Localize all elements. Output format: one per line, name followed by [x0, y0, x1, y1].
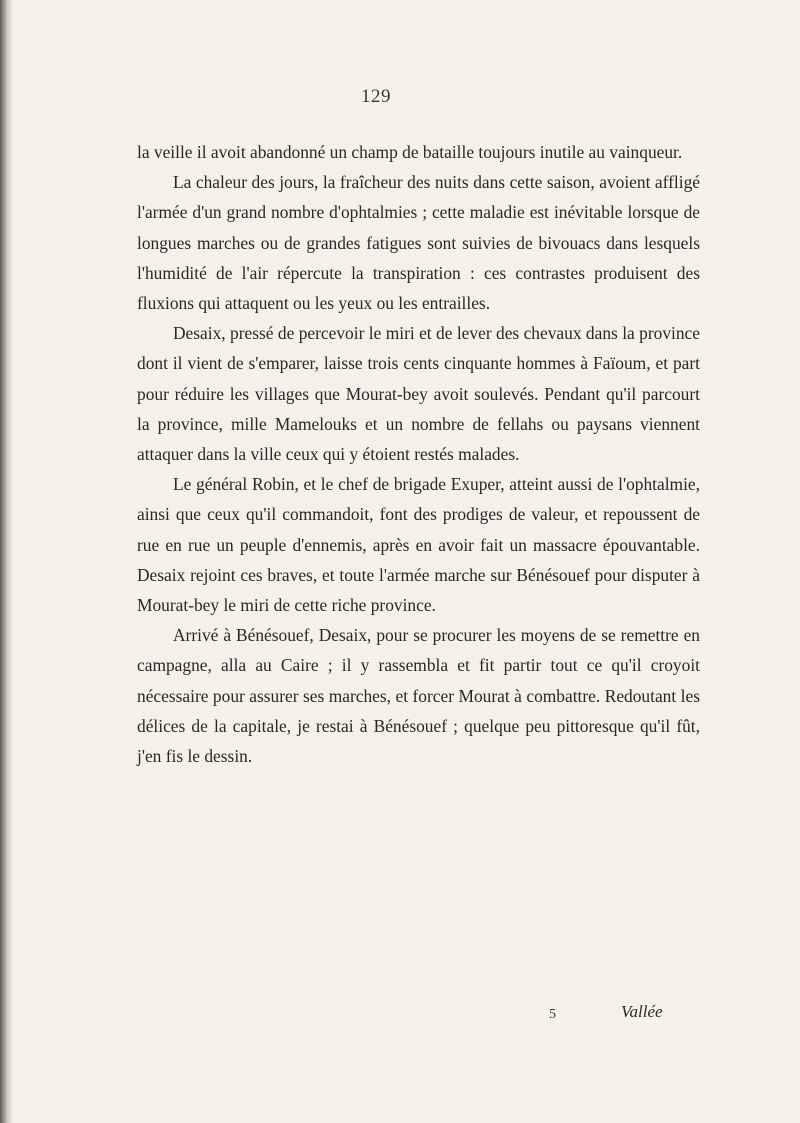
- paragraph-3: Desaix, pressé de percevoir le miri et de lever des chevaux dans la province dont il vient de s'emparer, laisse trois cents cinquante hommes à Faïoum, et part pour réduire les villages que Mourat-bey avoit soulevés. Pendant qu'il parcourt la province, mille Mamelouks et un nombre de fellahs ou paysans viennent attaquer dans la ville ceux qui y étoient restés malades.: [137, 323, 700, 465]
- signature-mark: 5: [549, 1007, 556, 1022]
- page-number: 129: [361, 86, 391, 107]
- paragraph-5: Arrivé à Bénésouef, Desaix, pour se procurer les moyens de se remettre en campagne, alla au Caire ; il y rassembla et fit partir tout ce qu'il croyoit nécessaire pour assurer ses marches, et forcer Mourat à combattre. Redoutant les délices de la capitale, je restai à Bénésouef ; quelque peu pittoresque qu'il fût, j'en fis le dessin.: [137, 625, 700, 767]
- paragraph-2: La chaleur des jours, la fraîcheur des nuits dans cette saison, avoient affligé l'armée d'un grand nombre d'ophtalmies ; cette maladie est inévitable lorsque de longues marches ou de grandes fatigues sont suivies de bivouacs dans lesquels l'humidité de l'air répercute la transpiration : ces contrastes produisent des fluxions qui attaquent ou les yeux ou les entrailles.: [137, 172, 700, 314]
- catchword: Vallée: [621, 1002, 663, 1021]
- page-edge-shadow: [0, 0, 14, 1123]
- paragraph-1: la veille il avoit abandonné un champ de bataille toujours inutile au vainqueur.: [137, 142, 683, 162]
- paragraph-4: Le général Robin, et le chef de brigade Exuper, atteint aussi de l'ophtalmie, ainsi que ceux qu'il commandoit, font des prodiges de valeur, et repoussent de rue en rue un peuple d'ennemis, après en avoir fait un massacre épouvantable. Desaix rejoint ces braves, et toute l'armée marche sur Bénésouef pour disputer à Mourat-bey le miri de cette riche province.: [137, 474, 700, 616]
- body-text: [137, 137, 700, 771]
